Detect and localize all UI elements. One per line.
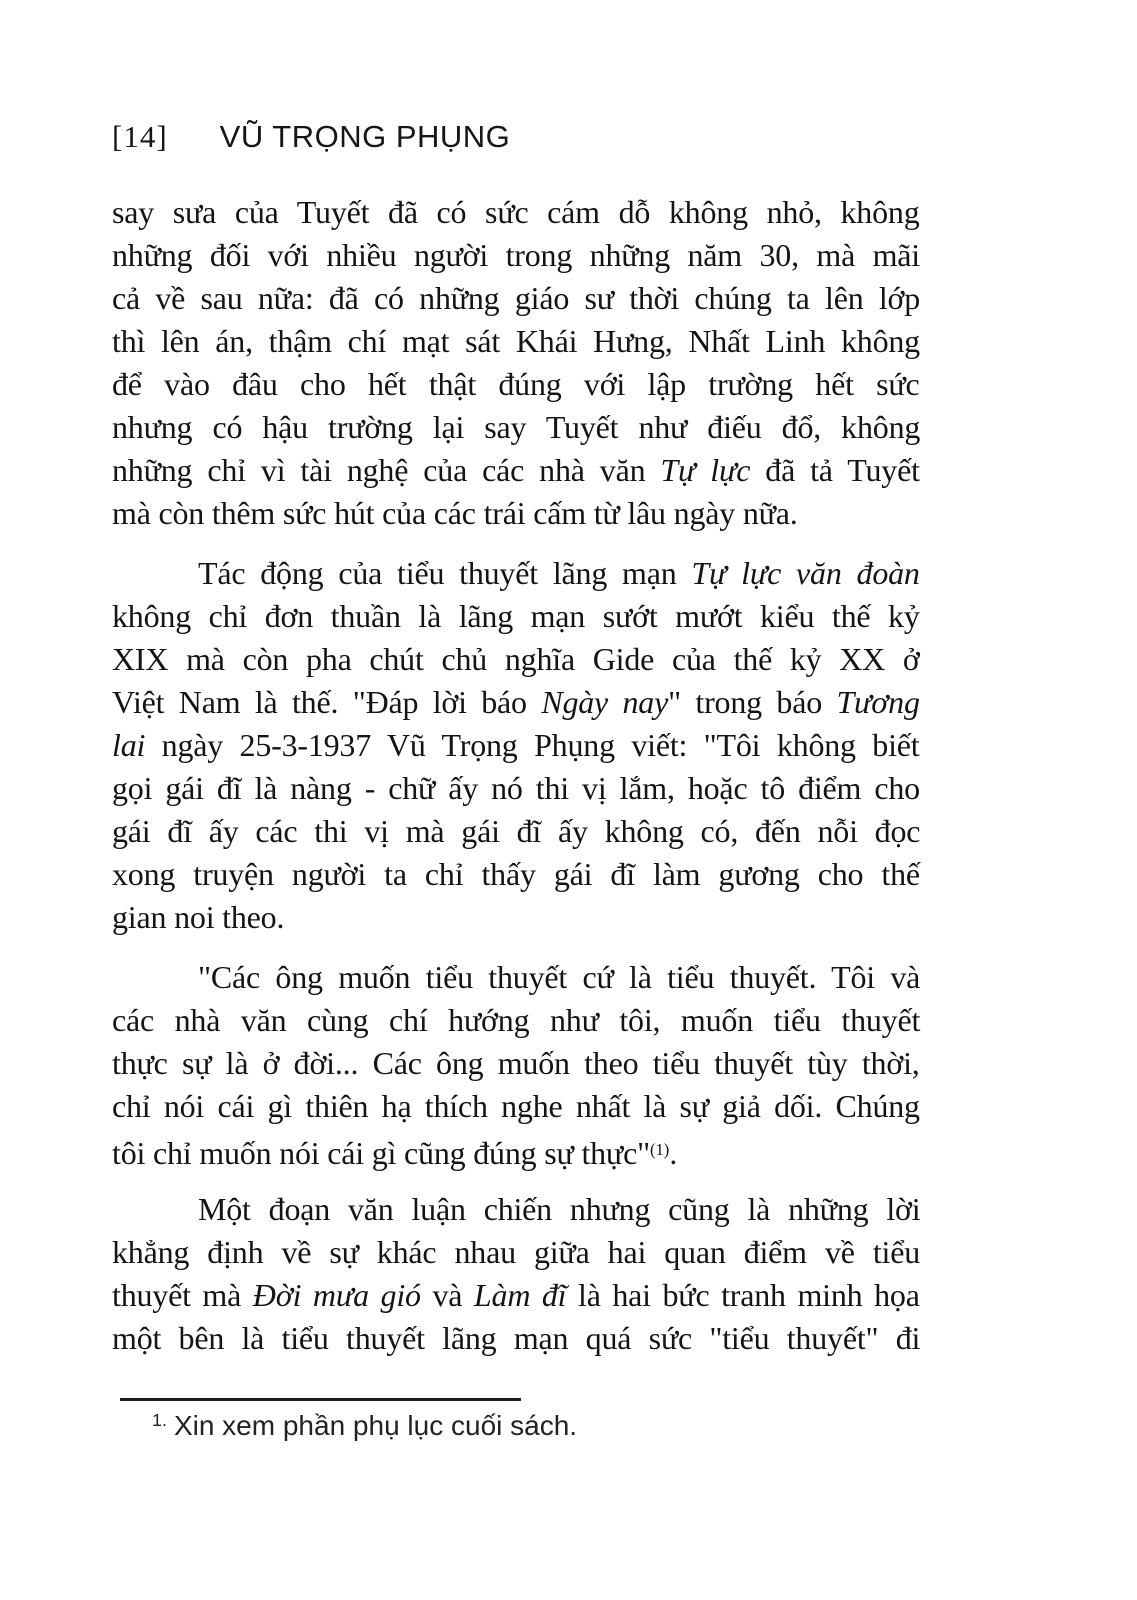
- text-segment: ngày 25-3-1937 Vũ Trọng Phụng viết: "Tôi không biết: [145, 727, 920, 763]
- text-segment: những chỉ vì tài nghệ của các nhà văn: [112, 452, 661, 488]
- text-line: [112, 406, 920, 449]
- italic-title: Tự lực: [660, 452, 751, 488]
- text-line: [112, 1085, 920, 1128]
- text-segment: Việt Nam là thế. "Đáp lời báo: [112, 684, 542, 720]
- text-segment: say sưa của Tuyết đã có sức cám dỗ không nhỏ, không: [112, 194, 920, 230]
- text-segment: thì lên án, thậm chí mạt sát Khái Hưng, Nhất Linh không: [112, 323, 920, 359]
- text-segment: khẳng định về sự khác nhau giữa hai quan điểm về tiểu: [112, 1234, 921, 1270]
- text-line: [112, 638, 920, 681]
- text-line: [112, 1188, 920, 1231]
- paragraph-indent: [112, 1219, 198, 1220]
- text-segment: cả về sau nữa: đã có những giáo sư thời chúng ta lên lớp: [112, 280, 921, 316]
- italic-title: lai: [112, 727, 146, 763]
- paragraph: [112, 1188, 920, 1360]
- text-segment: một bên là tiểu thuyết lãng mạn quá sức "tiểu thuyết" đi: [112, 1320, 921, 1356]
- text-segment: gian noi theo.: [112, 899, 285, 935]
- footnote: [152, 1410, 577, 1442]
- text-segment: gái đĩ ấy các thi vị mà gái đĩ ấy không có, đến nỗi đọc: [112, 813, 921, 849]
- text-line: [112, 1231, 920, 1274]
- text-segment: các nhà văn cùng chí hướng như tôi, muốn tiểu thuyết: [112, 1002, 921, 1038]
- text-segment: không chỉ đơn thuần là lãng mạn sướt mướt kiểu thế kỷ: [112, 598, 920, 634]
- italic-title: Tự lực văn đoàn: [691, 555, 920, 591]
- italic-title: Đời mưa gió: [252, 1277, 421, 1313]
- text-segment: thuyết mà: [112, 1277, 253, 1313]
- text-segment: là hai bức tranh minh họa: [566, 1277, 920, 1313]
- text-line: [112, 956, 920, 999]
- text-segment: đã tả Tuyết: [750, 452, 920, 488]
- text-segment: Tác động của tiểu thuyết lãng mạn: [198, 555, 692, 591]
- footnote-reference: (1): [649, 1140, 670, 1159]
- text-line: [112, 191, 920, 234]
- text-segment: những đối với nhiều người trong những năm 30, mà mãi: [112, 237, 920, 273]
- text-line: [112, 492, 920, 535]
- text-line: [112, 1128, 920, 1171]
- text-line: [112, 999, 920, 1042]
- text-line: [112, 320, 920, 363]
- italic-title: Làm đĩ: [473, 1277, 567, 1313]
- footnote-separator: [120, 1398, 521, 1401]
- text-line: [112, 363, 920, 406]
- text-segment: "Các ông muốn tiểu thuyết cứ là tiểu thuyết. Tôi và: [198, 959, 921, 995]
- text-line: [112, 681, 920, 724]
- paragraph: [112, 191, 920, 535]
- italic-title: Ngày nay: [541, 684, 669, 720]
- text-segment: để vào đâu cho hết thật đúng với lập trường hết sức: [112, 366, 920, 402]
- text-line: [112, 1042, 920, 1085]
- text-line: [112, 853, 920, 896]
- text-segment: gọi gái đĩ là nàng - chữ ấy nó thi vị lắm, hoặc tô điểm cho: [112, 770, 920, 806]
- italic-title: Tương: [836, 684, 920, 720]
- text-line: [112, 767, 920, 810]
- paragraph: [112, 956, 920, 1171]
- paragraph-indent: [112, 987, 198, 988]
- footnote-text: Xin xem phần phụ lục cuối sách.: [173, 1410, 578, 1441]
- text-line: [112, 1274, 920, 1317]
- text-line: [112, 552, 920, 595]
- text-line: [112, 1317, 920, 1360]
- text-segment: xong truyện người ta chỉ thấy gái đĩ làm gương cho thế: [112, 856, 920, 892]
- text-segment: mà còn thêm sức hút của các trái cấm từ lâu ngày nữa.: [112, 495, 798, 531]
- running-title: VŨ TRỌNG PHỤNG: [219, 119, 511, 154]
- text-line: [112, 595, 920, 638]
- text-line: [112, 896, 920, 939]
- paragraph: [112, 552, 920, 939]
- footnote-marker: 1.: [152, 1410, 167, 1431]
- text-segment: tôi chỉ muốn nói cái gì cũng đúng sự thực": [112, 1135, 650, 1172]
- text-line: [112, 449, 920, 492]
- page-number: [14]: [112, 119, 168, 154]
- paragraph-indent: [112, 583, 198, 584]
- page-header: [112, 119, 922, 155]
- text-segment: thực sự là ở đời... Các ông muốn theo tiểu thuyết tùy thời,: [112, 1045, 920, 1081]
- text-segment: .: [669, 1135, 678, 1172]
- text-segment: XIX mà còn pha chút chủ nghĩa Gide của thế kỷ XX ở: [112, 641, 920, 677]
- text-segment: và: [420, 1277, 474, 1313]
- text-line: [112, 810, 920, 853]
- text-line: [112, 234, 920, 277]
- text-line: [112, 724, 920, 767]
- text-segment: Một đoạn văn luận chiến nhưng cũng là những lời: [198, 1191, 921, 1227]
- body-text: [112, 191, 920, 1360]
- text-line: [112, 277, 920, 320]
- text-segment: chỉ nói cái gì thiên hạ thích nghe nhất là sự giả dối. Chúng: [112, 1088, 920, 1124]
- text-segment: " trong báo: [668, 684, 837, 720]
- text-segment: nhưng có hậu trường lại say Tuyết như điếu đổ, không: [112, 409, 921, 445]
